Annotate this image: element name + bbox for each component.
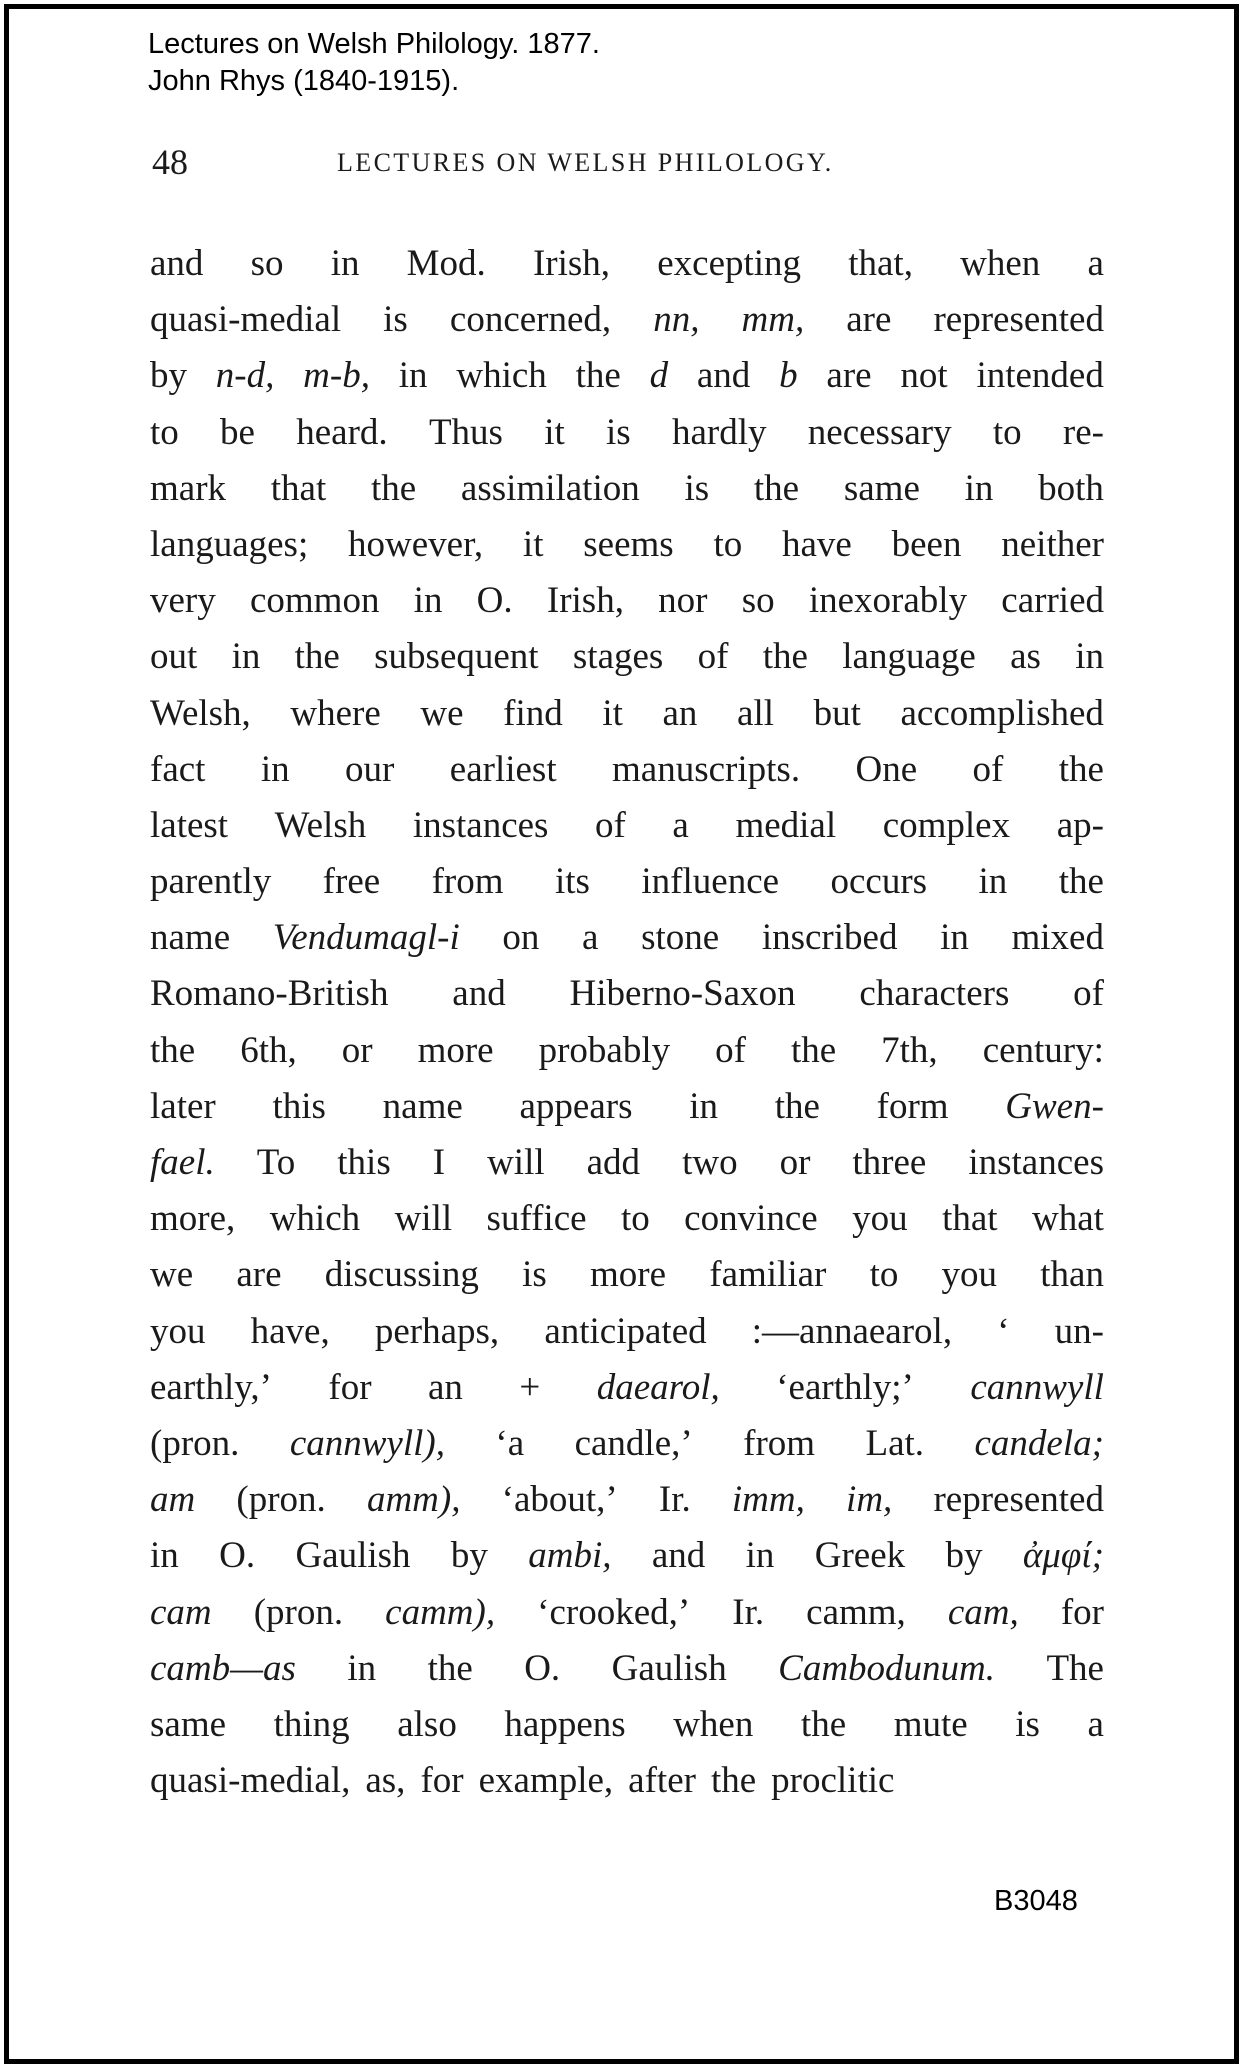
source-caption xyxy=(148,26,600,100)
text-line: out in the subsequent stages of the language as in xyxy=(150,636,1104,678)
text-line: by n-d, m-b, in which the d and b are not intended xyxy=(150,355,1104,397)
text-line: cam (pron. camm), ‘crooked,’ Ir. camm, cam, for xyxy=(150,1591,1104,1633)
text-line: Welsh, where we find it an all but accomplished xyxy=(150,692,1104,734)
text-line: name Vendumagl-i on a stone inscribed in mixed xyxy=(150,917,1104,959)
running-head-title: LECTURES ON WELSH PHILOLOGY. xyxy=(337,148,834,177)
text-line: the 6th, or more probably of the 7th, century: xyxy=(150,1029,1104,1071)
text-line: am (pron. amm), ‘about,’ Ir. imm, im, represented xyxy=(150,1479,1104,1521)
caption-title-line: Lectures on Welsh Philology. 1877. xyxy=(148,28,600,60)
text-line: latest Welsh instances of a medial complex ap- xyxy=(150,804,1104,846)
body-text xyxy=(150,236,1104,1809)
text-line: more, which will suffice to convince you that what xyxy=(150,1198,1104,1240)
text-line: earthly,’ for an + daearol, ‘earthly;’ cannwyll xyxy=(150,1366,1104,1408)
text-line: languages; however, it seems to have been neither xyxy=(150,523,1104,565)
text-line: Romano-British and Hiberno-Saxon characters of xyxy=(150,973,1104,1015)
text-line: fael. To this I will add two or three instances xyxy=(150,1142,1104,1183)
text-line: mark that the assimilation is the same in both xyxy=(150,467,1104,509)
text-line: quasi-medial is concerned, nn, mm, are represented xyxy=(150,299,1104,341)
text-line: and so in Mod. Irish, excepting that, when a xyxy=(150,243,1104,284)
text-line: quasi-medial, as, for example, after the proclitic xyxy=(150,1760,895,1802)
text-line: camb—as in the O. Gaulish Cambodunum. The xyxy=(150,1647,1104,1689)
text-line: (pron. cannwyll), ‘a candle,’ from Lat. candela; xyxy=(150,1422,1104,1464)
text-line: very common in O. Irish, nor so inexorably carried xyxy=(150,580,1104,622)
text-line: you have, perhaps, anticipated :—annaearol, ‘ un- xyxy=(150,1310,1104,1352)
text-line: we are discussing is more familiar to you than xyxy=(150,1254,1104,1296)
catalog-code: B3048 xyxy=(994,1885,1078,1917)
page-number: 48 xyxy=(152,142,188,182)
text-line: later this name appears in the form Gwen- xyxy=(150,1085,1104,1127)
text-line: same thing also happens when the mute is a xyxy=(150,1703,1104,1745)
running-head xyxy=(152,140,1102,190)
text-line: fact in our earliest manuscripts. One of the xyxy=(150,748,1104,790)
text-line: to be heard. Thus it is hardly necessary to re- xyxy=(150,411,1104,453)
text-line: parently free from its influence occurs in the xyxy=(150,861,1104,903)
text-line: in O. Gaulish by ambi, and in Greek by ἀμφί; xyxy=(150,1535,1104,1577)
caption-author-line: John Rhys (1840-1915). xyxy=(148,65,460,97)
